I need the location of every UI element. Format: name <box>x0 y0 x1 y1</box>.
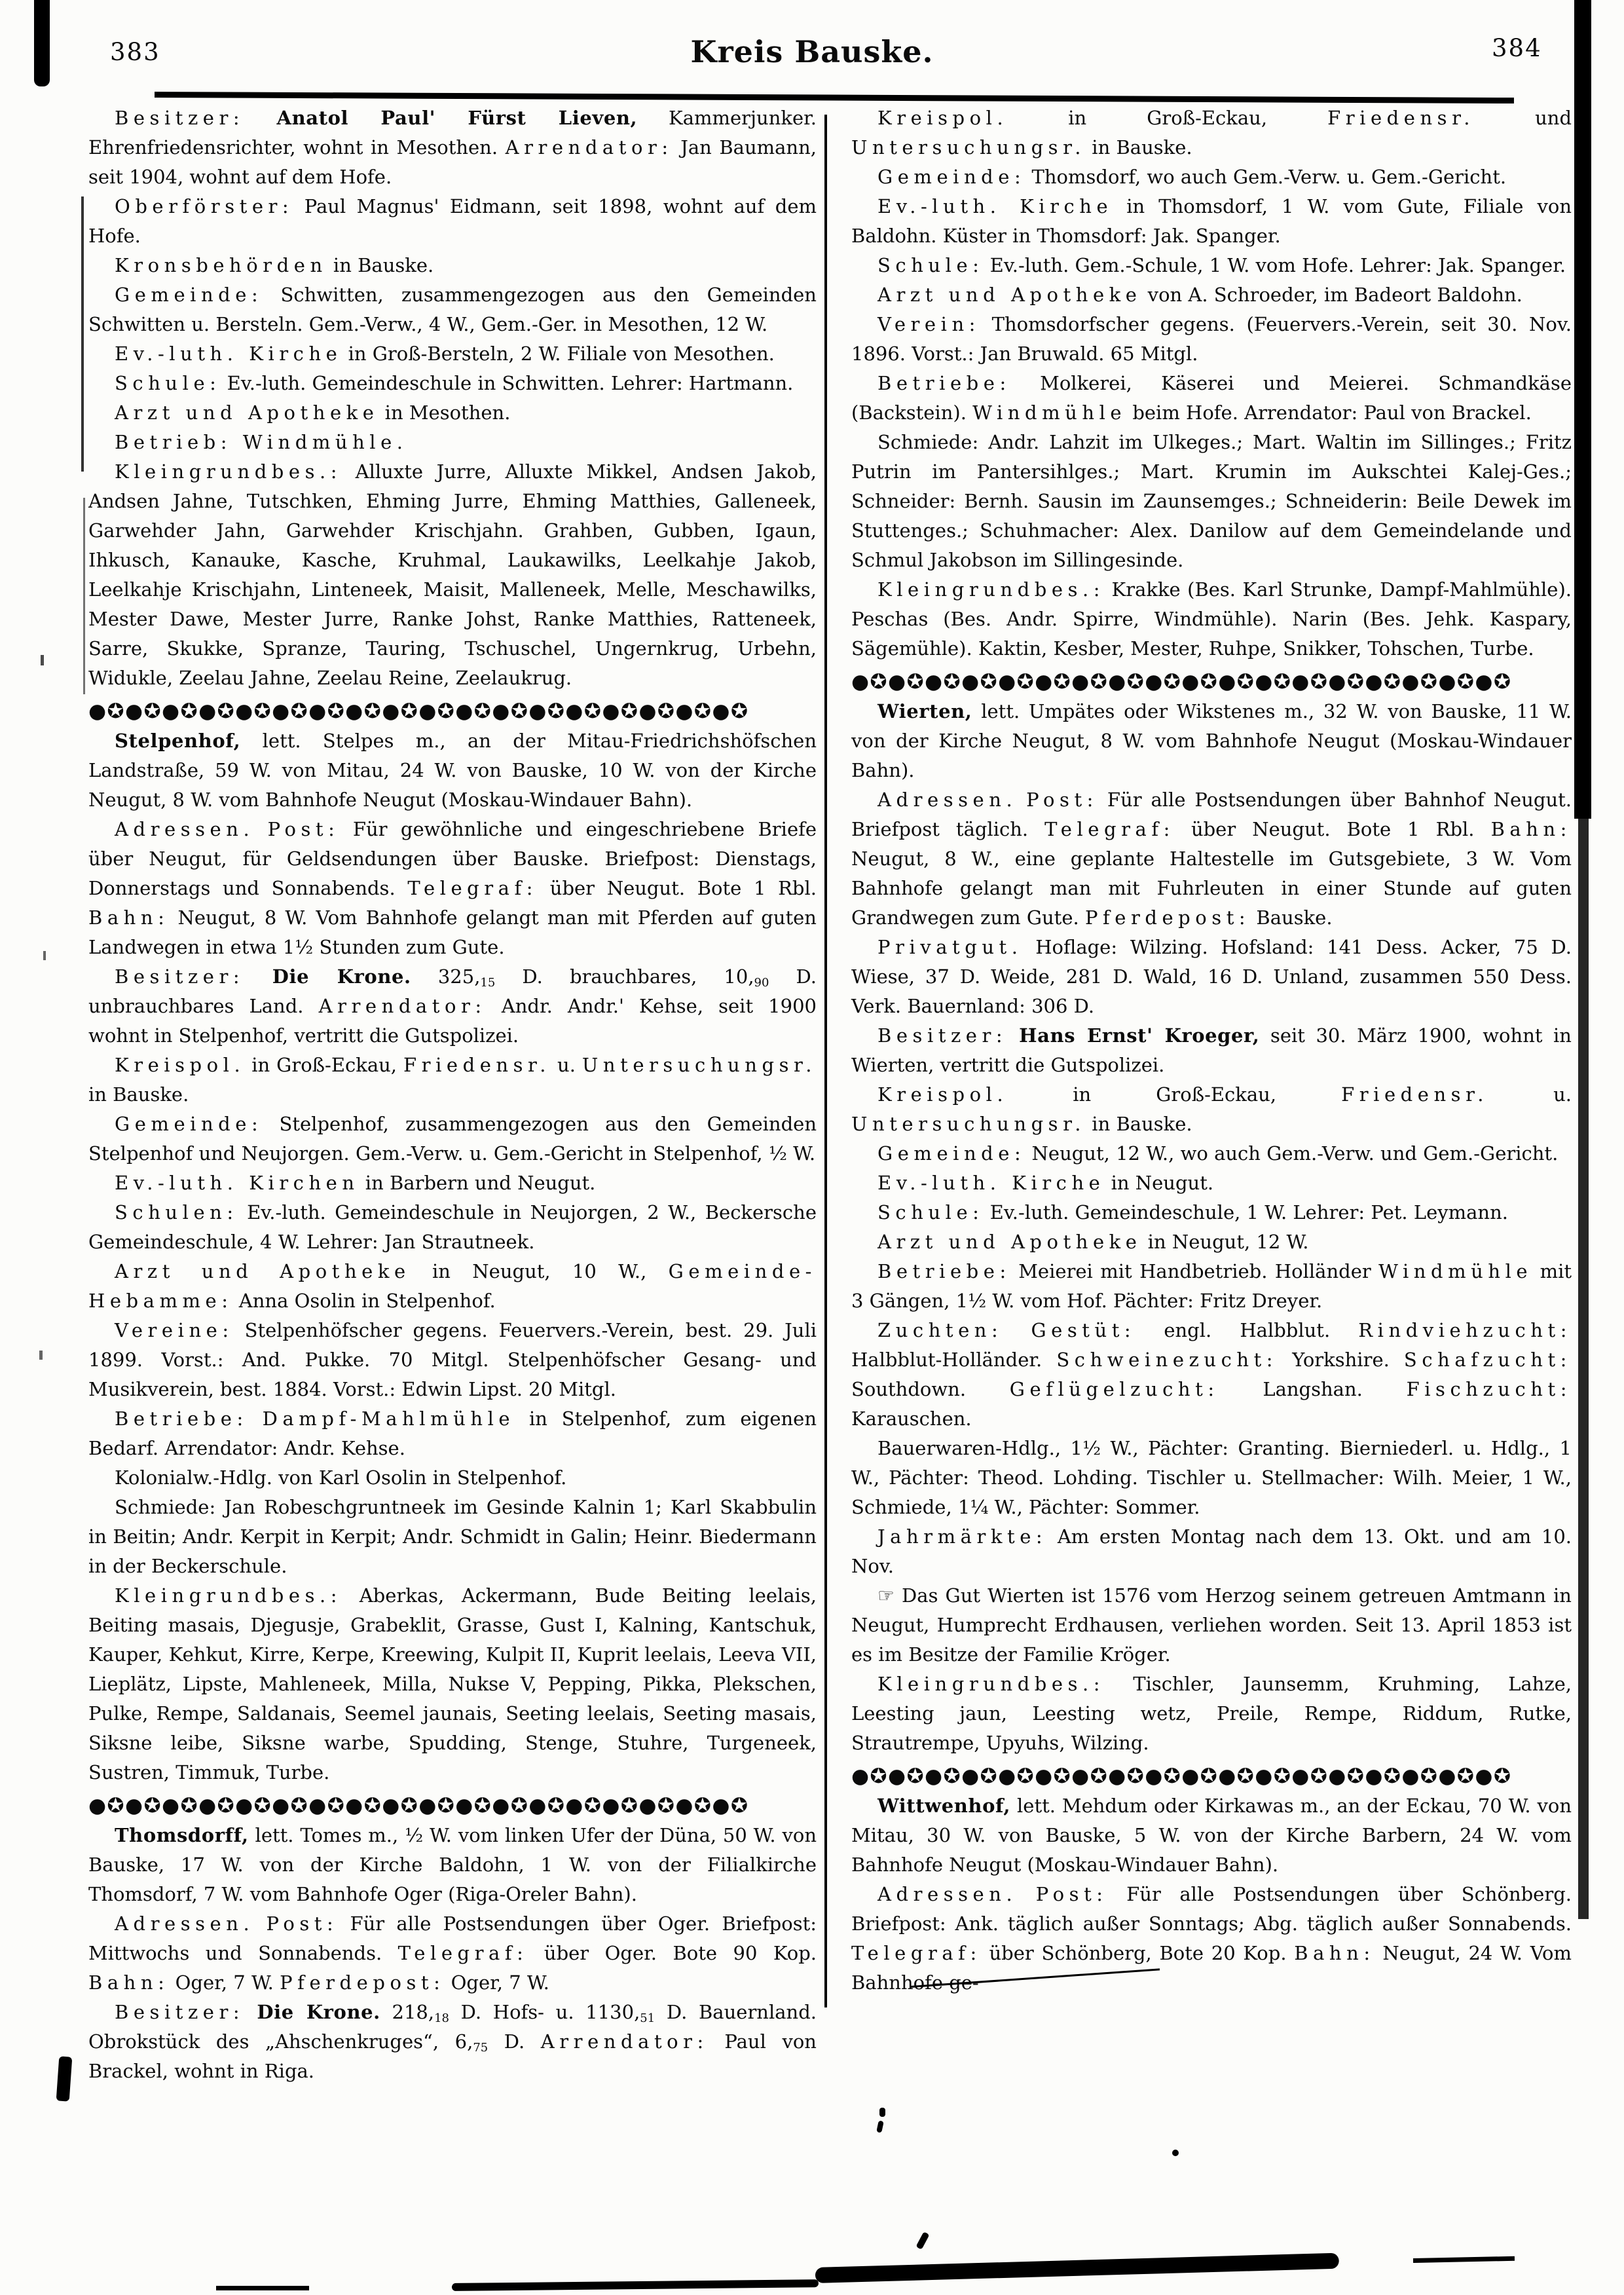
text-run: Neugut, 12 W., wo auch Gem.-Verw. und Gem.-Gericht. <box>1025 1142 1559 1165</box>
text-run: Die Krone. <box>244 2001 380 2023</box>
paragraph <box>851 428 1572 575</box>
text-run: Arzt und Apotheke <box>877 284 1142 306</box>
text-run: Bahn: <box>1294 1942 1375 1964</box>
text-run: Arrendator: <box>540 2030 709 2053</box>
text-run: seit 30. März 1900, wohnt in Wierten, vertritt die Gutspolizei. <box>851 1024 1572 1076</box>
text-run: Stelpenhof, zusammengezogen aus den Gemeinden Stelpenhof und Neujorgen. Gem.-Verw. u. Gem.-Gericht in Stelpenhof, ½ W. <box>88 1113 817 1165</box>
paragraph <box>851 1257 1572 1316</box>
text-run: Schmiede: Andr. Lahzit im Ulkeges.; Mart. Waltin im Sillinges.; Fritz Putrin im Pantersihlges.; Mart. Krumin im Aukschtei Kalej-Ges.; Schneider: Bernh. Sausin im Zaunsemges.; Schneiderin: Beile Dewek im Stuttenges.; Schuhmacher: Alex. Danilow auf dem Gemeindelande und Schmul Jakobson im Sillingesinde. <box>851 431 1572 571</box>
paragraph <box>851 280 1572 310</box>
paragraph <box>851 103 1572 162</box>
pointing-hand-icon: ☞ <box>877 1584 895 1607</box>
text-run: Paul von Brackel, wohnt in Riga. <box>88 2030 817 2082</box>
page-edge-shadow <box>1578 819 1589 1919</box>
text-run: von A. Schroeder, im Badeort Baldohn. <box>1141 284 1522 306</box>
text-run: Post: <box>1026 789 1098 811</box>
text-run: Thomsdorf, wo auch Gem.-Verw. u. Gem.-Gericht. <box>1025 166 1507 188</box>
paragraph <box>851 1021 1572 1080</box>
text-run: Wierten, <box>877 700 972 722</box>
paragraph <box>88 1463 817 1493</box>
paragraph <box>851 1168 1572 1198</box>
text-run: Anna Osolin in Stelpenhof. <box>232 1290 496 1312</box>
text-run: D. Bauernland. Obrokstück des „Ahschenkruges“, 6, <box>88 2001 817 2053</box>
ink-streak <box>83 498 85 694</box>
text-run: 218, <box>380 2001 435 2023</box>
text-run: Für alle Postsendungen über Bahnhof Neugut. Briefpost täglich. <box>851 789 1572 840</box>
text-run: Post: <box>267 818 340 840</box>
paragraph <box>88 1998 817 2086</box>
text-run: Thomsdorff, <box>115 1824 249 1846</box>
text-run: Betriebe: <box>877 372 1011 394</box>
text-run: mit 3 Gängen, 1½ W. vom Hof. Pächter: Fritz Dreyer. <box>851 1260 1572 1312</box>
ink-smear <box>452 2279 819 2291</box>
text-run: Ev.-luth. Gemeindeschule in Neujorgen, 2 W., Beckersche Gemeindeschule, 4 W. Lehrer: Jan Strautneek. <box>88 1201 817 1253</box>
paragraph <box>88 815 817 962</box>
text-run: Gemeinde: <box>115 1113 263 1135</box>
ornament-divider-icon: ●✪●✪●✪●✪●✪●✪●✪●✪●✪●✪●✪●✪●✪●✪●✪●✪●✪●✪ <box>851 1764 1512 1788</box>
header-rule <box>155 92 1514 103</box>
text-run: Oger, 7 W. <box>169 1971 280 1994</box>
paragraph <box>88 1909 817 1998</box>
text-run: Untersuchungsr. <box>581 1054 817 1076</box>
text-run: Kleingrundbes.: <box>115 460 342 483</box>
text-run: engl. Halbblut. <box>1135 1319 1359 1341</box>
text-run: Dampf-Mahlmühle <box>262 1408 515 1430</box>
text-run: Besitzer: <box>115 2001 245 2023</box>
text-run: Thomsdorfscher gegens. (Feuervers.-Verein, seit 30. Nov. 1896. Vorst.: Jan Bruwald. 65 Mitgl. <box>851 313 1572 365</box>
paragraph <box>88 103 817 192</box>
paragraph <box>851 162 1572 192</box>
text-run: in Neugut. <box>1105 1172 1214 1194</box>
text-run: Betriebe: <box>115 1408 248 1430</box>
text-run: Andr. Andr.' Kehse, seit 1900 wohnt in Stelpenhof, vertritt die Gutspolizei. <box>88 995 817 1047</box>
paragraph <box>851 1880 1572 1998</box>
text-run: lett. Stelpes m., an der Mitau-Friedrichshöfschen Landstraße, 59 W. von Mitau, 24 W. von Bauske, 10 W. von der Kirche Neugut, 8 W. vom Bahnhofe Neugut (Moskau-Windauer Bahn). <box>88 730 817 811</box>
text-run: in Stelpenhof, zum eigenen Bedarf. Arrendator: Andr. Kehse. <box>88 1408 817 1459</box>
ink-smear <box>1413 2256 1515 2263</box>
text-run: in Neugut, 12 W. <box>1141 1231 1309 1253</box>
text-run: in Groß-Eckau, <box>1008 107 1328 129</box>
page-number-right: 384 <box>1492 34 1542 62</box>
text-run: in Neugut, 10 W., <box>410 1260 669 1282</box>
text-run: Windmühle <box>1378 1260 1533 1282</box>
ink-speck <box>915 2231 929 2250</box>
paragraph <box>851 251 1572 280</box>
text-run: Gemeinde-Hebamme: <box>88 1260 817 1312</box>
text-run: Arrendator: <box>505 136 673 159</box>
text-run: Bahn: <box>88 1971 170 1994</box>
paragraph <box>851 1670 1572 1758</box>
text-run: lett. Mehdum oder Kirkawas m., an der Eckau, 70 W. von Mitau, 30 W. von Bauske, 5 W. von der Kirche Barbern, 24 W. vom Bahnhofe Neugut (Moskau-Windauer Bahn). <box>851 1795 1572 1876</box>
paragraph <box>88 1198 817 1257</box>
text-run: Arzt und Apotheke <box>115 401 379 424</box>
text-run <box>1017 789 1026 811</box>
text-run: Oger, 7 W. <box>445 1971 549 1994</box>
text-run: Bauske. <box>1250 906 1333 929</box>
text-run: Kleingrundbes.: <box>877 578 1105 601</box>
text-run: Telegraf: <box>1044 818 1175 840</box>
page-title: Kreis Bauske. <box>690 34 934 69</box>
text-run: Jan Baumann, seit 1904, wohnt auf dem Hofe. <box>88 136 817 188</box>
text-run: Für gewöhnliche und eingeschriebene Briefe über Neugut, für Geldsendungen über Bauske. Briefpost: Dienstags, Donnerstags und Sonnabends. <box>88 818 817 899</box>
text-run: Anatol Paul' Fürst Lieven, <box>244 107 638 129</box>
text-run: lett. Tomes m., ½ W. vom linken Ufer der Düna, 50 W. von Bauske, 17 W. von der Kirche Baldohn, 1 W. von der Filialkirche Thomsdorf, 7 W. vom Bahnhofe Oger (Riga-Oreler Bahn). <box>88 1824 817 1905</box>
paragraph <box>851 1791 1572 1880</box>
text-run: Fischzucht: <box>1406 1378 1572 1400</box>
page-number-left: 383 <box>110 38 160 66</box>
text-run: 15 <box>480 976 496 990</box>
text-run: Pferdepost: <box>280 1971 445 1994</box>
text-run: in Groß-Eckau, <box>1008 1083 1342 1106</box>
text-run: Ev.-luth. Kirche <box>877 1172 1105 1194</box>
text-run: über Neugut. Bote 1 Rbl. <box>538 877 817 899</box>
ornament-divider-icon: ●✪●✪●✪●✪●✪●✪●✪●✪●✪●✪●✪●✪●✪●✪●✪●✪●✪●✪ <box>88 700 749 723</box>
text-run: Meierei mit Handbetrieb. Holländer <box>1010 1260 1379 1282</box>
text-run: D. <box>488 2030 541 2053</box>
paragraph <box>88 428 817 457</box>
text-run: Kreispol. <box>877 107 1008 129</box>
text-run: Verein: <box>877 313 980 335</box>
text-run: Southdown. <box>851 1378 1010 1400</box>
paragraph <box>851 369 1572 428</box>
text-run: Yorkshire. <box>1278 1349 1404 1371</box>
paragraph <box>88 1404 817 1463</box>
paragraph <box>851 1198 1572 1227</box>
text-run: Post: <box>266 1912 339 1935</box>
text-run: Schmiede: Jan Robeschgruntneek im Gesinde Kalnin 1; Karl Skabbulin in Beitin; Andr. Kerpit in Kerpit; Andr. Schmidt in Galin; Heinr. Biedermann in der Beckerschule. <box>88 1496 817 1577</box>
text-run <box>1017 1883 1036 1905</box>
text-run: Besitzer: <box>115 107 245 129</box>
text-run: Adressen. <box>877 1883 1018 1905</box>
paragraph <box>88 339 817 369</box>
text-run: Kreispol. <box>115 1054 246 1076</box>
paragraph <box>88 1581 817 1787</box>
paragraph <box>851 310 1572 369</box>
text-run: 51 <box>640 2011 655 2026</box>
paragraph <box>851 1227 1572 1257</box>
text-run: Schule: <box>115 372 221 394</box>
text-run: beim Hofe. Arrendator: Paul von Brackel. <box>1126 401 1532 424</box>
text-run: Kreispol. <box>877 1083 1008 1106</box>
text-run: Friedensr. <box>1327 107 1475 129</box>
text-run: Arzt und Apotheke <box>115 1260 411 1282</box>
paragraph <box>851 1080 1572 1139</box>
paragraph <box>88 1110 817 1168</box>
text-run <box>1003 1319 1031 1341</box>
text-run: Kammerjunker. Ehrenfriedensrichter, wohnt in Mesothen. <box>88 107 817 159</box>
paragraph <box>88 962 817 1051</box>
text-run: Telegraf: <box>407 877 538 899</box>
text-run: in Thomsdorf, 1 W. vom Gute, Filiale von Baldohn. Küster in Thomsdorf: Jak. Spanger. <box>851 195 1572 247</box>
paragraph <box>88 1051 817 1110</box>
text-run: Schweinezucht: <box>1056 1349 1278 1371</box>
text-run: Geflügelzucht: <box>1009 1378 1219 1400</box>
text-run: Kronsbehörden <box>115 254 327 276</box>
text-run: Adressen. <box>115 1912 255 1935</box>
ink-speck <box>879 2108 885 2117</box>
text-run: Ev.-luth. Gemeindeschule, 1 W. Lehrer: Pet. Leymann. <box>984 1201 1508 1223</box>
text-run: Arrendator: <box>318 995 487 1017</box>
text-run <box>248 1408 263 1430</box>
paragraph <box>851 1139 1572 1168</box>
text-run: Vereine: <box>115 1319 234 1341</box>
text-run: Ev.-luth. Gem.-Schule, 1 W. vom Hofe. Lehrer: Jak. Spanger. <box>984 254 1566 276</box>
ink-speck <box>876 2120 884 2133</box>
text-run: in Bauske. <box>327 254 434 276</box>
text-run: Schulen: <box>115 1201 238 1223</box>
paragraph <box>88 1316 817 1404</box>
text-run: Arzt und Apotheke <box>877 1231 1142 1253</box>
text-run: Pferdepost: <box>1084 906 1251 929</box>
text-run <box>254 1912 266 1935</box>
text-run: Tischler, Jaunsemm, Kruhming, Lahze, Leesting jaun, Leesting wetz, Preile, Rempe, Riddum, Rutke, Strautrempe, Upyuhs, Wilzing. <box>851 1673 1572 1754</box>
text-run: Halbblut-Holländer. <box>851 1349 1057 1371</box>
text-run: in Barbern und Neugut. <box>359 1172 596 1194</box>
text-run: über Neugut. Bote 1 Rbl. <box>1174 818 1491 840</box>
text-run: und <box>1475 107 1572 129</box>
ink-speck <box>41 655 44 665</box>
paragraph <box>88 457 817 693</box>
paragraph <box>88 251 817 280</box>
text-run: Gemeinde: <box>115 284 263 306</box>
ink-streak <box>81 196 84 472</box>
paragraph <box>851 933 1572 1021</box>
text-run: Stelpenhöfscher gegens. Feuervers.-Verein, best. 29. Juli 1899. Vorst.: And. Pukke. 70 Mitgl. Stelpenhöfscher Gesang- und Musikverein, best. 1884. Vorst.: Edwin Lipst. 20 Mitgl. <box>88 1319 817 1400</box>
ornament-divider-icon: ●✪●✪●✪●✪●✪●✪●✪●✪●✪●✪●✪●✪●✪●✪●✪●✪●✪●✪ <box>851 670 1512 694</box>
text-column-left <box>88 103 817 2082</box>
text-run: Bahn: <box>1490 818 1572 840</box>
paragraph <box>851 1434 1572 1522</box>
text-run: Post: <box>1035 1883 1108 1905</box>
text-run: D. Hofs- u. 1130, <box>449 2001 640 2023</box>
page-edge-shadow <box>1574 0 1591 819</box>
text-run: Ev.-luth. Kirchen <box>115 1172 360 1194</box>
text-run: lett. Umpätes oder Wikstenes m., 32 W. von Bauske, 11 W. von der Kirche Neugut, 8 W. vom Bahnhofe Neugut (Moskau-Windauer Bahn). <box>851 700 1572 781</box>
text-run: in Groß-Bersteln, 2 W. Filiale von Mesothen. <box>342 343 775 365</box>
text-run: Besitzer: <box>115 965 245 988</box>
text-run: Für alle Postsendungen über Schönberg. Briefpost: Ank. täglich außer Sonntags; Abg. täglich außer Sonnabends. <box>851 1883 1572 1935</box>
text-run: Schwitten, zusammengezogen aus den Gemeinden Schwitten u. Bersteln. Gem.-Verw., 4 W., Gem.-Ger. in Mesothen, 12 W. <box>88 284 817 335</box>
text-run: Alluxte Jurre, Alluxte Mikkel, Andsen Jakob, Andsen Jahne, Tutschken, Ehming Jurre, Ehming Matthies, Galleneek, Garwehder Jahn, Garwehder Krischjahn. Grahben, Gubben, Igaun, Ihkusch, Kanauke, Kasche, Kruhmal, Laukawilks, Leelkahje Jakob, Leelkahje Krischjahn, Linteneek, Maisit, Malleneek, Melle, Meschawilks, Mester Dawe, Mester Jurre, Ranke Johst, Ranke Matthies, Ratteneek, Sarre, Skukke, Spranze, Tauring, Tschuschel, Ungernkrug, Urbehn, Widukle, Zeelau Jahne, Zeelau Reine, Zeelaukrug. <box>88 460 817 689</box>
text-run: D. unbrauchbares Land. <box>88 965 817 1017</box>
paragraph <box>851 785 1572 933</box>
text-run: über Oger. Bote 90 Kop. <box>528 1942 817 1964</box>
text-run: Molkerei, Käserei und Meierei. Schmandkäse (Backstein). <box>851 372 1572 424</box>
paragraph <box>88 1257 817 1316</box>
text-run: Bauerwaren-Hdlg., 1½ W., Pächter: Granting. Bierniederl. u. Hdlg., 1 W., Pächter: Theod. Lohding. Tischler u. Stellmacher: Wilh. Meier, 1 W., Schmiede, 1¼ W., Pächter: Sommer. <box>851 1437 1572 1518</box>
text-run: Am ersten Montag nach dem 13. Okt. und am 10. Nov. <box>851 1525 1572 1577</box>
text-run: Friedensr. <box>1341 1083 1489 1106</box>
text-run: Kleingrundbes.: <box>877 1673 1105 1695</box>
text-run: Paul Magnus' Eidmann, seit 1898, wohnt auf dem Hofe. <box>88 195 817 247</box>
text-run: Untersuchungsr. <box>851 136 1086 159</box>
ink-smear <box>216 2286 309 2290</box>
paragraph <box>88 1168 817 1198</box>
paragraph <box>88 280 817 339</box>
text-run: Besitzer: <box>877 1024 1008 1047</box>
text-run: Neugut, 8 W., eine geplante Haltestelle im Gutsgebiete, 3 W. Vom Bahnhofe gelangt man mit Fuhrleuten in einer Stunde auf guten Grandwegen zum Gute. <box>851 848 1572 929</box>
paragraph <box>851 192 1572 251</box>
text-run: Neugut, 24 W. Vom Bahnhofe ge- <box>851 1942 1572 1994</box>
paragraph <box>88 369 817 398</box>
text-run: Windmühle <box>972 401 1127 424</box>
paragraph <box>88 398 817 428</box>
text-run: Betrieb: Windmühle. <box>115 431 408 453</box>
text-run: Privatgut. <box>877 936 1023 958</box>
text-run: Ev.-luth. Kirche <box>877 195 1113 217</box>
text-run: Die Krone. <box>244 965 411 988</box>
text-run: Oberförster: <box>115 195 294 217</box>
text-run: in Groß-Eckau, <box>245 1054 404 1076</box>
text-run: Schafzucht: <box>1403 1349 1572 1371</box>
text-run: 325, <box>411 965 481 988</box>
text-column-right <box>851 103 1572 2023</box>
text-run: Untersuchungsr. <box>851 1113 1086 1135</box>
text-run: Kleingrundbes.: <box>115 1584 342 1607</box>
ink-speck <box>43 951 46 960</box>
text-run: 90 <box>754 976 769 990</box>
paragraph <box>88 1821 817 1909</box>
text-run: 18 <box>434 2011 449 2026</box>
text-run <box>254 818 267 840</box>
text-run: Betriebe: <box>877 1260 1011 1282</box>
ink-smear <box>815 2253 1339 2283</box>
text-run: D. brauchbares, 10, <box>495 965 754 988</box>
text-run: Adressen. <box>115 818 255 840</box>
text-run: Ev.-luth. Gemeindeschule in Schwitten. Lehrer: Hartmann. <box>221 372 794 394</box>
text-run: Friedensr. <box>403 1054 551 1076</box>
text-run: in Bauske. <box>1086 1113 1192 1135</box>
text-run: Bahn: <box>88 906 170 929</box>
text-run: Karauschen. <box>851 1408 972 1430</box>
text-run: Langshan. <box>1219 1378 1407 1400</box>
text-run: über Schönberg, Bote 20 Kop. <box>981 1942 1295 1964</box>
text-run: 75 <box>473 2041 489 2055</box>
text-run: Neugut, 8 W. Vom Bahnhofe gelangt man mit Pferden auf guten Landwegen in etwa 1½ Stunden zum Gute. <box>88 906 817 958</box>
text-run: Schule: <box>877 1201 984 1223</box>
text-run: Schule: <box>877 254 984 276</box>
text-run: u. <box>551 1054 582 1076</box>
text-run: Jahrmärkte: <box>877 1525 1048 1548</box>
ink-smudge <box>34 0 50 86</box>
text-run: u. <box>1488 1083 1572 1106</box>
ink-blob <box>56 2056 73 2101</box>
text-run: Das Gut Wierten ist 1576 vom Herzog seinem getreuen Amtmann in Neugut, Humprecht Erdhausen, verliehen worden. Seit 13. April 1853 ist es im Besitze der Familie Kröger. <box>851 1584 1572 1666</box>
text-run: Ev.-luth. Kirche <box>115 343 342 365</box>
ornament-divider-icon: ●✪●✪●✪●✪●✪●✪●✪●✪●✪●✪●✪●✪●✪●✪●✪●✪●✪●✪ <box>88 1794 749 1818</box>
text-run: Telegraf: <box>851 1942 982 1964</box>
text-run: Adressen. <box>877 789 1018 811</box>
text-run: Gestüt: <box>1031 1319 1136 1341</box>
paragraph <box>88 1493 817 1581</box>
text-run: Krakke (Bes. Karl Strunke, Dampf-Mahlmühle). Peschas (Bes. Andr. Spirre, Windmühle). Narin (Bes. Jehk. Kaspary, Sägemühle). Kaktin, Kesber, Mester, Ruhpe, Snikker, Tohschen, Turbe. <box>851 578 1572 660</box>
text-run: in Mesothen. <box>378 401 511 424</box>
text-run: Rindviehzucht: <box>1358 1319 1572 1341</box>
paragraph <box>88 726 817 815</box>
text-run: Gemeinde: <box>877 1142 1026 1165</box>
paragraph <box>88 192 817 251</box>
ink-speck <box>39 1351 43 1360</box>
text-run: Hoflage: Wilzing. Hofsland: 141 Dess. Acker, 75 D. Wiese, 37 D. Weide, 281 D. Wald, 16 D. Unland, zusammen 550 Dess. Verk. Bauernland: 306 D. <box>851 936 1572 1017</box>
text-run: Gemeinde: <box>877 166 1026 188</box>
paragraph <box>851 697 1572 785</box>
text-run: Hans Ernst' Kroeger, <box>1007 1024 1260 1047</box>
text-run: Kolonialw.-Hdlg. von Karl Osolin in Stelpenhof. <box>115 1466 567 1489</box>
ink-speck <box>1172 2150 1179 2156</box>
text-run: Stelpenhof, <box>115 730 241 752</box>
text-run: Wittwenhof, <box>877 1795 1011 1817</box>
text-run: Aberkas, Ackermann, Bude Beiting leelais, Beiting masais, Djegusje, Grabeklit, Grasse, Gust I, Kalning, Kantschuk, Kauper, Kehkut, Kirre, Kerpe, Kreewing, Kulpit II, Kuprit leelais, Leeva VII, Lieplätz, Lipste, Mahleneek, Milla, Nukse V, Pepping, Pikka, Plekschen, Pulke, Rempe, Saldanais, Seemel jaunais, Seeting leelais, Seeting masais, Siksne leibe, Siksne warbe, Spudding, Stenge, Stuhre, Turgeneek, Sustren, Timmuk, Turbe. <box>88 1584 817 1783</box>
paragraph <box>851 575 1572 663</box>
paragraph <box>851 1316 1572 1434</box>
text-run: in Bauske. <box>1086 136 1192 159</box>
text-run: in Bauske. <box>88 1083 189 1106</box>
paragraph <box>851 1581 1572 1670</box>
paragraph <box>851 1522 1572 1581</box>
text-run: Für alle Postsendungen über Oger. Briefpost: Mittwochs und Sonnabends. <box>88 1912 817 1964</box>
text-run: Telegraf: <box>397 1942 528 1964</box>
text-run: Zuchten: <box>877 1319 1003 1341</box>
column-divider <box>824 115 827 2007</box>
